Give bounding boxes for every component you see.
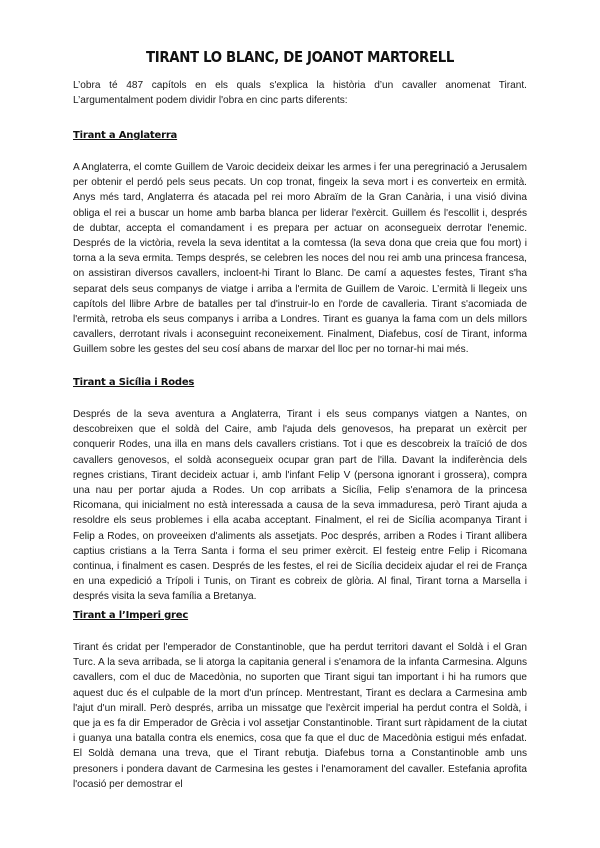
intro-paragraph: L’obra té 487 capítols en els quals s'explica la història d’un cavaller anomenat Tirant. L’argumentalment podem dividir l'obra en cinc parts diferents: xyxy=(73,80,527,107)
document-title: TIRANT LO BLANC, DE JOANOT MARTORELL xyxy=(145,48,455,67)
section-body-anglaterra: A Anglaterra, el comte Guillem de Varoic decideix deixar les armes i fer una peregrinació a Jerusalem per obtenir el perdó pels seus pecats. Un cop tronat, fingeix la seva mort i es converteix en ermità. Anys més tard, Anglaterra és atacada pel rei moro Abraïm de la Gran Canària, i una visió divina obliga el rei a buscar un home amb barba blanca per liderar l'exèrcit. Guillem és l'escollit i, després de dubtar, accepta el comandament i es prepara per actuar on aconsegueix derrotar l'enemic. Després de la victòria, revela la seva identitat a la comtessa (la seva dona que creia que fou mort) i torna a la seva ermita. Temps després, se celebren les noces del nou rei amb una princesa francesa, on assistiran diversos cavallers, incloent-hi Tirant lo Blanc. De camí a aquestes festes, Tirant s'ha separat dels seus companys de viatge i arriba a l'ermita de Guillem de Varoic. L’ermità li llegeix uns capítols del llibre Arbre de batalles per tal d'instruir-lo en l'orde de cavalleria. Tirant s'acomiada de l'ermità, retroba els seus companys i arriba a Londres. Tirant es guanya la fama com un dels millors cavallers, derrotant rivals i aconseguint reconeixement. Finalment, Diafebus, cosí de Tirant, informa Guillem sobre les gestes del seu cosí abans de marxar del lloc per no tornar-hi mai més. xyxy=(73,162,527,356)
section-body-sicilia-rodes: Després de la seva aventura a Anglaterra, Tirant i els seus companys viatgen a Nantes, on descobreixen que el soldà del Caire, amb l'ajuda dels genovesos, ha preparat un exèrcit per conquerir Rodes, una illa en mans dels cavallers cristians. Tot i que es descobreix la traïció de dos cavallers genovesos, el soldà aconsegueix ocupar gran part de l'illa. Davant la indiferència dels regnes cristians, Tirant decideix actuar i, amb l'infant Felip V (persona ignorant i grossera), compra una nau per portar ajuda a Rodes. Un cop arribats a Sicília, Felip s'enamora de la princesa Ricomana, qui inicialment no està interessada a causa de la seva immaduresa, però Tirant ajuda a resoldre els seus problemes i ella acaba acceptant. Finalment, el rei de Sicília acompanya Tirant i Felip a Rodes, on proveeixen d'aliments als assetjats. Poc després, arriben a Rodes i Tirant allibera captius cristians a la Terra Santa i forma el seu primer exèrcit. El festeig entre Felip i Ricomana continua, i finalment es casen. Després de les festes, el rei de Sicília decideix ajudar el rei de França en una expedició a Trípoli i Tunis, on Tirant es cobreix de glòria. Al final, Tirant torna a Marsella i després visita la seva família a Bretanya. xyxy=(73,409,527,603)
section-body-imperi-grec: Tirant és cridat per l'emperador de Constantinoble, que ha perdut territori davant el Soldà i el Gran Turc. A la seva arribada, se li atorga la capitania general i s'enamora de la infanta Carmesina. Alguns cavallers, com el duc de Macedònia, no suporten que Tirant sigui tan important i hi ha rumors que aquest duc és el culpable de la mort d'un príncep. Mentrestant, Tirant es declara a Carmesina amb l'ajut d'un mirall. Però després, arriba un missatge que l'exèrcit imperial ha perdut contra el Soldà, i que ja es fa dir Emperador de Grècia i vol assetjar Constantinoble. Tirant surt ràpidament de la ciutat i guanya una batalla contra els enemics, cosa que fa que el duc de Macedònia estigui més enfadat. El Soldà demana una treva, que el Tirant rebutja. Diafebus torna a Constantinoble amb uns presoners i pondera davant de Carmesina les gestes i l'enamorament del cavaller. Estefania aprofita l'ocasió per demostrar el xyxy=(73,642,527,790)
section-heading-imperi-grec: Tirant a l’Imperi grec xyxy=(73,610,189,621)
section-heading-sicilia-rodes: Tirant a Sicília i Rodes xyxy=(73,377,195,388)
section-heading-anglaterra: Tirant a Anglaterra xyxy=(73,130,178,141)
